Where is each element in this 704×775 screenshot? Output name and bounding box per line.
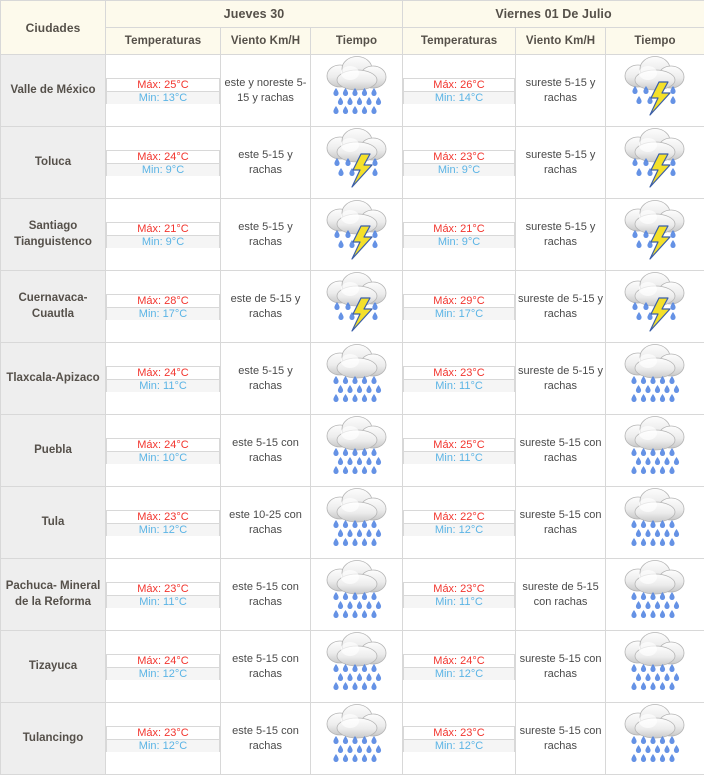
header-friday-wind: Viento Km/H xyxy=(516,28,606,55)
friday-sky-cell xyxy=(606,127,704,199)
thunderstorm-icon xyxy=(317,271,397,337)
friday-temperatures-cell xyxy=(403,55,516,127)
friday-max-temp: Máx: 23°C xyxy=(404,150,515,163)
table-header xyxy=(1,1,704,55)
city-name-cell: Santiago Tianguistenco xyxy=(1,199,106,271)
friday-wind-cell: sureste 5-15 con rachas xyxy=(516,703,606,775)
header-day-thursday: Jueves 30 xyxy=(106,1,403,28)
friday-max-temp: Máx: 21°C xyxy=(404,222,515,235)
thursday-min-temp: Min: 12°C xyxy=(107,523,220,536)
thursday-wind-cell: este de 5-15 y rachas xyxy=(221,271,311,343)
rain-icon xyxy=(615,703,695,769)
friday-wind-cell: sureste 5-15 y rachas xyxy=(516,199,606,271)
table-row xyxy=(1,55,704,127)
friday-wind-cell: sureste de 5-15 y rachas xyxy=(516,343,606,415)
thursday-wind-cell: este 5-15 con rachas xyxy=(221,631,311,703)
thursday-max-temp: Máx: 24°C xyxy=(107,366,220,379)
city-name-cell: Toluca xyxy=(1,127,106,199)
thursday-min-temp: Min: 12°C xyxy=(107,739,220,752)
thursday-min-temp: Min: 9°C xyxy=(107,235,220,248)
rain-icon xyxy=(317,631,397,697)
friday-min-temp: Min: 11°C xyxy=(404,595,515,608)
thursday-temperatures-cell xyxy=(106,703,221,775)
thursday-wind-cell: este 5-15 y rachas xyxy=(221,127,311,199)
thursday-max-temp: Máx: 24°C xyxy=(107,438,220,451)
thursday-sky-cell xyxy=(311,55,403,127)
thursday-max-temp: Máx: 24°C xyxy=(107,654,220,667)
rain-icon xyxy=(615,487,695,553)
rain-icon xyxy=(317,703,397,769)
friday-temperatures-cell xyxy=(403,631,516,703)
table-row xyxy=(1,703,704,775)
thursday-wind-cell: este 10-25 con rachas xyxy=(221,487,311,559)
thunderstorm-icon xyxy=(615,199,695,265)
rain-icon xyxy=(317,559,397,625)
thursday-min-temp: Min: 13°C xyxy=(107,91,220,104)
thursday-max-temp: Máx: 23°C xyxy=(107,582,220,595)
thursday-wind-cell: este 5-15 con rachas xyxy=(221,559,311,631)
friday-wind-cell: sureste 5-15 y rachas xyxy=(516,55,606,127)
friday-max-temp: Máx: 24°C xyxy=(404,654,515,667)
header-thursday-sky: Tiempo xyxy=(311,28,403,55)
friday-max-temp: Máx: 23°C xyxy=(404,726,515,739)
thursday-temperatures-cell xyxy=(106,55,221,127)
friday-wind-cell: sureste de 5-15 y rachas xyxy=(516,271,606,343)
friday-sky-cell xyxy=(606,343,704,415)
thursday-wind-cell: este y noreste 5-15 y rachas xyxy=(221,55,311,127)
friday-min-temp: Min: 17°C xyxy=(404,307,515,320)
thursday-wind-cell: este 5-15 con rachas xyxy=(221,415,311,487)
rain-icon xyxy=(317,343,397,409)
friday-min-temp: Min: 12°C xyxy=(404,523,515,536)
thursday-min-temp: Min: 12°C xyxy=(107,667,220,680)
city-name-cell: Tula xyxy=(1,487,106,559)
thursday-wind-cell: este 5-15 y rachas xyxy=(221,343,311,415)
friday-min-temp: Min: 14°C xyxy=(404,91,515,104)
city-name-cell: Cuernavaca-Cuautla xyxy=(1,271,106,343)
thursday-max-temp: Máx: 23°C xyxy=(107,510,220,523)
thursday-max-temp: Máx: 24°C xyxy=(107,150,220,163)
thursday-sky-cell xyxy=(311,559,403,631)
city-name-cell: Tulancingo xyxy=(1,703,106,775)
friday-wind-cell: sureste 5-15 con rachas xyxy=(516,631,606,703)
thursday-min-temp: Min: 11°C xyxy=(107,379,220,392)
thursday-sky-cell xyxy=(311,631,403,703)
city-name-cell: Tizayuca xyxy=(1,631,106,703)
thursday-temperatures-cell xyxy=(106,343,221,415)
friday-max-temp: Máx: 23°C xyxy=(404,366,515,379)
friday-sky-cell xyxy=(606,487,704,559)
header-friday-temperatures: Temperaturas xyxy=(403,28,516,55)
friday-max-temp: Máx: 25°C xyxy=(404,438,515,451)
friday-temperatures-cell xyxy=(403,415,516,487)
friday-temperatures-cell xyxy=(403,199,516,271)
header-thursday-wind: Viento Km/H xyxy=(221,28,311,55)
friday-wind-cell: sureste de 5-15 con rachas xyxy=(516,559,606,631)
thursday-sky-cell xyxy=(311,415,403,487)
rain-icon xyxy=(317,487,397,553)
friday-max-temp: Máx: 23°C xyxy=(404,582,515,595)
thursday-sky-cell xyxy=(311,199,403,271)
friday-sky-cell xyxy=(606,199,704,271)
city-name-cell: Valle de México xyxy=(1,55,106,127)
friday-sky-cell xyxy=(606,559,704,631)
thursday-max-temp: Máx: 28°C xyxy=(107,294,220,307)
friday-min-temp: Min: 9°C xyxy=(404,235,515,248)
thursday-temperatures-cell xyxy=(106,415,221,487)
city-name-cell: Pachuca- Mineral de la Reforma xyxy=(1,559,106,631)
thunderstorm-icon xyxy=(317,127,397,193)
table-body xyxy=(1,55,704,775)
thursday-min-temp: Min: 10°C xyxy=(107,451,220,464)
friday-temperatures-cell xyxy=(403,343,516,415)
table-row xyxy=(1,631,704,703)
friday-max-temp: Máx: 26°C xyxy=(404,78,515,91)
header-friday-sky: Tiempo xyxy=(606,28,704,55)
friday-max-temp: Máx: 22°C xyxy=(404,510,515,523)
thunderstorm-icon xyxy=(615,271,695,337)
friday-min-temp: Min: 11°C xyxy=(404,451,515,464)
table-row xyxy=(1,415,704,487)
rain-icon xyxy=(615,559,695,625)
header-day-friday: Viernes 01 De Julio xyxy=(403,1,704,28)
thursday-sky-cell xyxy=(311,343,403,415)
thursday-temperatures-cell xyxy=(106,631,221,703)
friday-sky-cell xyxy=(606,55,704,127)
table-row xyxy=(1,199,704,271)
thursday-min-temp: Min: 17°C xyxy=(107,307,220,320)
table-row xyxy=(1,559,704,631)
thursday-sky-cell xyxy=(311,703,403,775)
friday-min-temp: Min: 9°C xyxy=(404,163,515,176)
table-row xyxy=(1,127,704,199)
thursday-wind-cell: este 5-15 y rachas xyxy=(221,199,311,271)
table-row xyxy=(1,487,704,559)
rain-icon xyxy=(615,415,695,481)
thursday-max-temp: Máx: 23°C xyxy=(107,726,220,739)
thunderstorm-icon xyxy=(615,127,695,193)
city-name-cell: Tlaxcala-Apizaco xyxy=(1,343,106,415)
thursday-temperatures-cell xyxy=(106,127,221,199)
rain-icon xyxy=(317,55,397,121)
thursday-sky-cell xyxy=(311,487,403,559)
friday-sky-cell xyxy=(606,271,704,343)
friday-temperatures-cell xyxy=(403,703,516,775)
thursday-min-temp: Min: 9°C xyxy=(107,163,220,176)
thursday-temperatures-cell xyxy=(106,487,221,559)
friday-max-temp: Máx: 29°C xyxy=(404,294,515,307)
friday-sky-cell xyxy=(606,703,704,775)
friday-temperatures-cell xyxy=(403,271,516,343)
thunderstorm-icon xyxy=(317,199,397,265)
thunderstorm-icon xyxy=(615,55,695,121)
friday-min-temp: Min: 12°C xyxy=(404,667,515,680)
friday-sky-cell xyxy=(606,631,704,703)
table-row xyxy=(1,343,704,415)
header-cities: Ciudades xyxy=(1,1,106,55)
thursday-temperatures-cell xyxy=(106,559,221,631)
friday-sky-cell xyxy=(606,415,704,487)
friday-wind-cell: sureste 5-15 con rachas xyxy=(516,415,606,487)
rain-icon xyxy=(615,343,695,409)
friday-wind-cell: sureste 5-15 y rachas xyxy=(516,127,606,199)
thursday-min-temp: Min: 11°C xyxy=(107,595,220,608)
friday-temperatures-cell xyxy=(403,127,516,199)
thursday-max-temp: Máx: 25°C xyxy=(107,78,220,91)
friday-wind-cell: sureste 5-15 con rachas xyxy=(516,487,606,559)
thursday-sky-cell xyxy=(311,271,403,343)
friday-min-temp: Min: 11°C xyxy=(404,379,515,392)
table-row xyxy=(1,271,704,343)
friday-min-temp: Min: 12°C xyxy=(404,739,515,752)
friday-temperatures-cell xyxy=(403,559,516,631)
header-thursday-temperatures: Temperaturas xyxy=(106,28,221,55)
rain-icon xyxy=(317,415,397,481)
thursday-max-temp: Máx: 21°C xyxy=(107,222,220,235)
thursday-sky-cell xyxy=(311,127,403,199)
friday-temperatures-cell xyxy=(403,487,516,559)
rain-icon xyxy=(615,631,695,697)
thursday-temperatures-cell xyxy=(106,199,221,271)
thursday-temperatures-cell xyxy=(106,271,221,343)
city-name-cell: Puebla xyxy=(1,415,106,487)
thursday-wind-cell: este 5-15 con rachas xyxy=(221,703,311,775)
